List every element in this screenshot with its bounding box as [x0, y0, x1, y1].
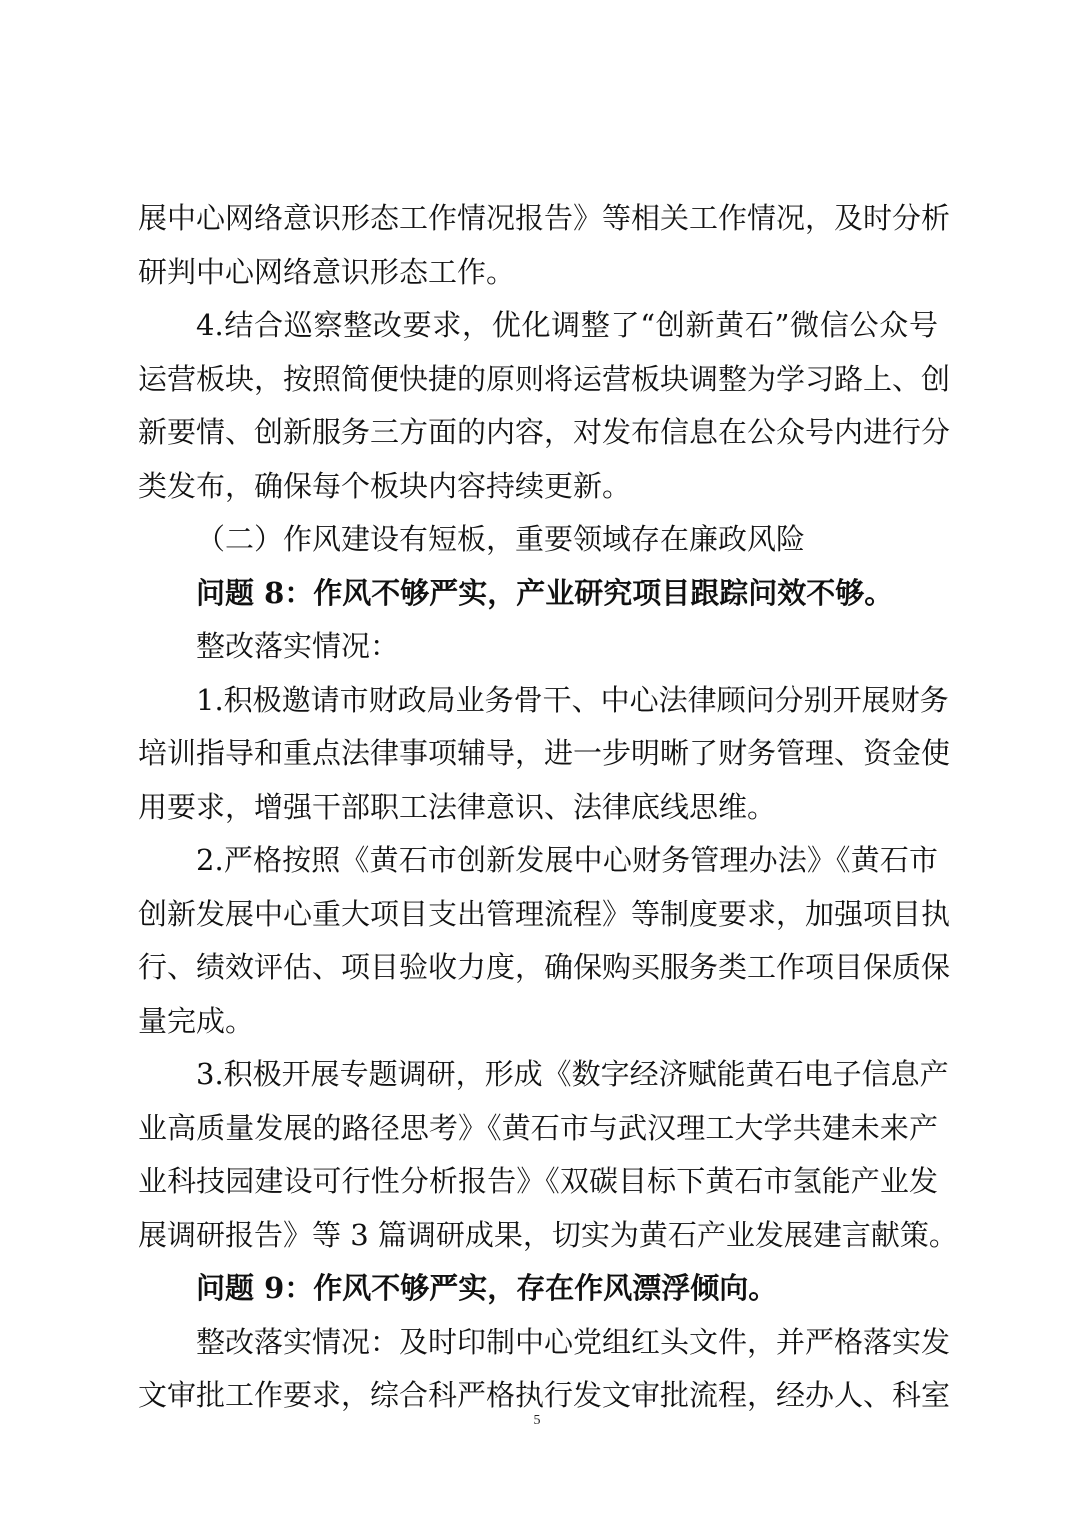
- body-line: 文审批工作要求，综合科严格执行发文审批流程，经办人、科室: [138, 1378, 951, 1412]
- body-line: 研判中心网络意识形态工作。: [138, 254, 516, 289]
- body-line: 创新发展中心重大项目支出管理流程》等制度要求，加强项目执: [138, 896, 951, 931]
- body-line: 整改落实情况：及时印制中心党组红头文件，并严格落实发: [196, 1324, 951, 1359]
- body-line: 业科技园建设可行性分析报告》《双碳目标下黄石市氢能产业发: [138, 1164, 938, 1198]
- body-line: 3.积极开展专题调研，形成《数字经济赋能黄石电子信息产: [196, 1057, 949, 1091]
- section-heading: （二）作风建设有短板，重要领域存在廉政风险: [196, 522, 806, 556]
- body-line: 2.严格按照《黄石市创新发展中心财务管理办法》《黄石市: [196, 843, 938, 877]
- body-line: 培训指导和重点法律事项辅导，进一步明晰了财务管理、资金使: [138, 736, 951, 770]
- page-number: 5: [533, 1413, 541, 1428]
- body-line: 运营板块，按照简便快捷的原则将运营板块调整为学习路上、创: [138, 361, 951, 396]
- body-line: 业高质量发展的路径思考》《黄石市与武汉理工大学共建未来产: [138, 1110, 938, 1145]
- issue-heading: 问题 8：作风不够严实，产业研究项目跟踪问效不够。: [196, 575, 894, 610]
- body-line: 新要情、创新服务三方面的内容，对发布信息在公众号内进行分: [138, 415, 951, 449]
- issue-heading: 问题 9：作风不够严实，存在作风漂浮倾向。: [196, 1271, 778, 1305]
- body-line: 量完成。: [138, 1003, 255, 1038]
- body-line: 行、绩效评估、项目验收力度，确保购买服务类工作项目保质保: [138, 950, 951, 984]
- document-body: [138, 192, 958, 1423]
- body-line: 4.结合巡察整改要求，优化调整了“创新黄石”微信公众号: [196, 308, 938, 342]
- body-line: 用要求，增强干部职工法律意识、法律底线思维。: [138, 789, 777, 824]
- body-line: 展中心网络意识形态工作情况报告》等相关工作情况，及时分析: [138, 201, 951, 235]
- body-line: 整改落实情况：: [196, 629, 400, 663]
- body-line: 展调研报告》等 3 篇调研成果，切实为黄石产业发展建言献策。: [138, 1217, 958, 1252]
- body-line: 1.积极邀请市财政局业务骨干、中心法律顾问分别开展财务: [196, 682, 949, 717]
- body-line: 类发布，确保每个板块内容持续更新。: [138, 468, 632, 503]
